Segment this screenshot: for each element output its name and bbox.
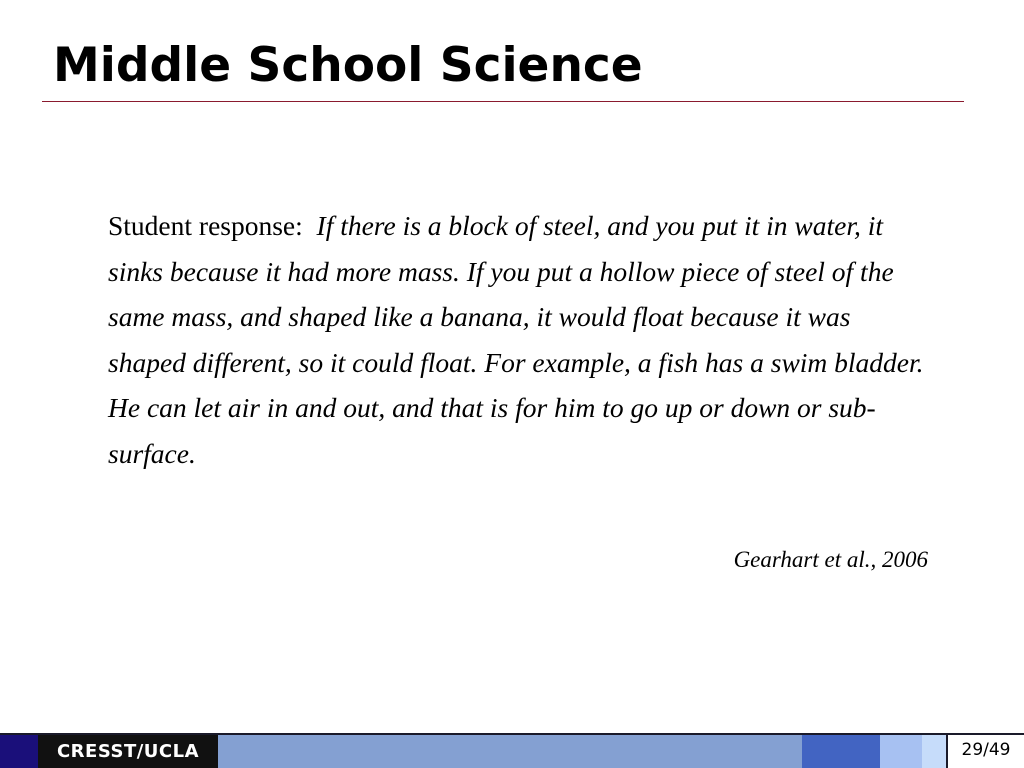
- footer-bar: [0, 733, 1024, 768]
- student-response-quote: [108, 203, 928, 476]
- page-number: 29/49: [946, 735, 1024, 768]
- title-divider: [42, 101, 964, 102]
- slide-title: Middle School Science: [53, 38, 643, 93]
- quote-body: If there is a block of steel, and you put it in water, it sinks because it had more mass. If you put a hollow piece of steel of the same mass, and shaped like a banana, it would float because it was shaped different, so it could float. For example, a fish has a swim bladder. He can let air in and out, and that is for him to go up or down or sub-surface.: [108, 210, 924, 469]
- citation: Gearhart et al., 2006: [733, 547, 928, 572]
- footer-mid-blue-block: [802, 735, 880, 768]
- footer-paler-blue-block: [922, 735, 946, 768]
- footer-navy-block: [0, 735, 38, 768]
- footer-brand: CRESST/UCLA: [38, 735, 218, 768]
- footer-light-blue-block: [218, 735, 802, 768]
- footer-pale-blue-block: [880, 735, 922, 768]
- quote-lead: Student response:: [108, 210, 303, 241]
